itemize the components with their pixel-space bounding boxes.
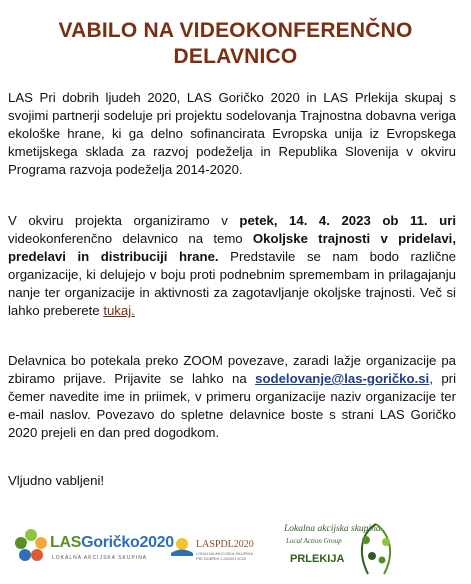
more-info-link[interactable]: tukaj. (103, 303, 135, 318)
goricko-logo-text (50, 534, 174, 552)
event-text-1: V okviru projekta organiziramo v (8, 213, 240, 228)
prlekija-logo-line-3: PRLEKIJA (290, 553, 345, 565)
goricko-logo-subtitle: LOKALNA AKCIJSKA SKUPINA (52, 555, 148, 561)
goricko-logo-text-b: Goričko2020 (81, 534, 174, 551)
event-date: petek, 14. 4. 2023 ob 11. uri (239, 213, 456, 228)
goricko-logo-text-a: LAS (50, 534, 82, 551)
title-line-2: DELAVNICO (173, 45, 298, 68)
las-prlekija-logo (284, 520, 404, 580)
intro-paragraph: LAS Pri dobrih ljudeh 2020, LAS Goričko 2020 in LAS Prlekija skupaj s svojimi partnerji sodeluje pri projektu sodelovanja Trajnostna dobavna veriga ekološke hrane, ki ga delno sofinancirata Evropska unija iz Evropskega kmetijskega sklada za razvoj podeželja in Republika Slovenija v okviru Programa razvoja podeželja 2014-2020. (8, 90, 456, 177)
prlekija-logo-line-2: Local Action Group (286, 537, 342, 545)
registration-email-link[interactable]: sodelovanje@las-goričko.si (255, 371, 430, 386)
event-text-2: videokonferenčno delavnico na temo (8, 231, 253, 246)
prlekija-logo-line-1: Lokalna akcijska skupina (284, 524, 381, 534)
closing-line: Vljudno vabljeni! (8, 473, 105, 488)
las-pdl-logo (170, 530, 260, 564)
registration-text-1: Delavnica bo potekala preko ZOOM povezave, zaradi lažje organizacije pa zbiramo prijave. Prijavite se lahko na (8, 353, 456, 386)
registration-text-2: , pri čemer navedite ime in priimek, v primeru organizacije naziv organizacije ter e-mail naslov. Povezavo do spletne delavnice boste s strani LAS Goričko 2020 prejeli en dan pred dogodkom. (8, 371, 456, 440)
partner-logos (0, 516, 471, 582)
las-goricko-logo (14, 526, 174, 568)
event-text-3: Predstavile se nam bodo različne organizacije, ki delujejo v boju proti podnebnim spremembam in prilagajanju nanje ter organizacije in aktivnosti za zagotavljanje okoljske trajnosti. Več si lahko preberete (8, 249, 456, 318)
event-topic: Okoljske trajnosti v pridelavi, predelavi in distribuciji hrane. (8, 231, 456, 264)
pdl-sun-icon (170, 534, 194, 558)
pdl-logo-subtitle: LOKALNA AKCIJSKA SKUPINA PRI DOBRIH LJUDEH 2020 (196, 551, 253, 561)
event-paragraph (8, 212, 456, 320)
title-line-1: VABILO NA VIDEOKONFERENČNO (58, 19, 413, 42)
pdl-logo-text: LASPDL2020 (196, 539, 254, 550)
prlekija-vine-icon (350, 520, 402, 578)
registration-paragraph (8, 352, 456, 442)
goricko-flower-icon (14, 528, 48, 564)
page-title (0, 18, 471, 70)
